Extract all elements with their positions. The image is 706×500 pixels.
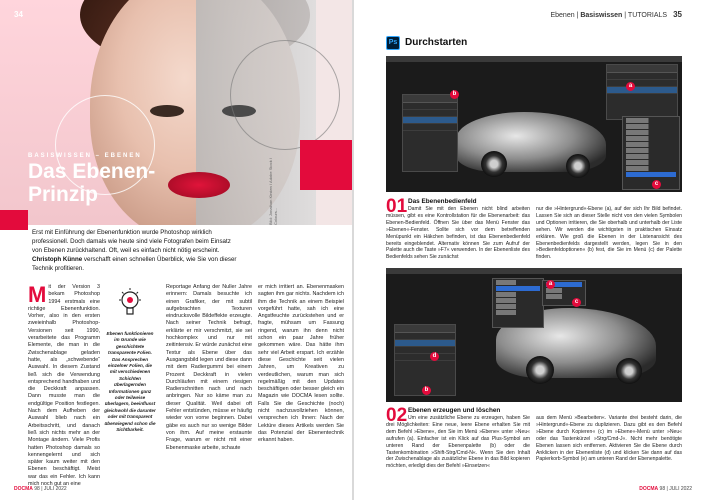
footer: DOCMA 98 | JULI 2022 (639, 486, 692, 492)
sidebar-note: Ebenen funktionieren im Grunde wie geschichtete transparente Folien. Das Ansprechen einzelner Folien, die mit verschiedenen Schichten überlagernden Informationen ganz oder teilweise überlagern, beeinflusst gleichwohl die darunter oder mit transparent überwiegend schon die Sichtbarkeit. (104, 288, 156, 434)
accent-block (0, 210, 28, 230)
photo-credit: Bild: Jonathan Kirsten / Adobe Stock / Colours... (268, 158, 278, 225)
callout-badge: a (546, 280, 555, 289)
step-text: aus dem Menü »Bearbeiten«. Variante drei besteht darin, die »Hintergrund«-Ebene zu duplizieren. Dazu gibt es den Befehl »Ebene durch Kopieren« (c) im »Ebene«-Menü unter »Neu« oder das Tastenkürzel »Strg/Cmd-J«. Nicht mehr benötigte Ebenen lassen sich entfernen. Aktivieren Sie die Ebene durch Anklicken in der Ebenenliste (d) und klicken Sie dann auf das Papierkorb-Symbol (e) am unteren Rand der Ebenenpalette. (536, 415, 682, 463)
right-page (354, 0, 706, 500)
footer: DOCMA 98 | JULI 2022 (14, 486, 67, 492)
photoshop-logo-icon: Ps (386, 36, 400, 50)
callout-badge: a (626, 82, 635, 91)
drop-cap: M (28, 282, 47, 307)
lightbulb-icon (117, 288, 143, 322)
step-text: Um eine zusätzliche Ebene zu erzeugen, haben Sie drei Möglichkeiten: Eine neue, leere Ebene erhalten Sie mit dem Befehl »Ebene«, den Sie im Menü »Ebene« unter »Neu« aufrufen (a). Einfacher ist ein Klick auf das Plus-Symbol am unteren Rand der Ebenenpalette (b) oder die Tastenkombination »Shift-Strg/Cmd-N«. Wenn Sie den Inhalt der Zwischenablage als zusätzliche Ebene in das Bild kopieren möchten, erledigt dies der Befehl »Einsetzen« (386, 415, 530, 470)
step-heading: Das Ebenenbedienfeld (408, 198, 477, 205)
step-text: nur die »Hintergrund«-Ebene (a), auf der sich Ihr Bild befindet. Lassen Sie sich an dieser Stelle nicht von den vielen Symbolen und Optionen irritieren, die Sie oberhalb und unterhalb der Liste sehen. Wir werden die wichtigsten in praktischen Einsatz erklären. Wie groß die Ebenen in der Listenansicht des Ebenenbedienfelds dargestellt werden, legen Sie in den »Bedienfeldoptionen« (b) fest, die Sie im Menü (c) der Palette finden. (536, 206, 682, 261)
section-title: Durchstarten (405, 37, 468, 48)
article-title: Das Ebenen- Prinzip (28, 160, 156, 206)
step-text: Damit Sie mit den Ebenen nicht blind arbeiten müssen, gibt es eine Kontrollstation für die Ebenenarbeit: das Ebenen-Bedienfeld. Öffnen Sie über das Menü Fenster das »Ebenen«-Fenster. Sollte sich vor dem betreffenden Menüpunkt ein Häkchen befinden, ist das Ebenenbedienfeld bereits eingeblendet. Alternativ können Sie zum Aufruf der Palette auch die Taste »F7« verwenden. In der Ebenenliste des Bedienfelds sehen Sie zunächst (386, 206, 530, 261)
callout-badge: b (422, 386, 431, 395)
step-number: 02 (386, 405, 408, 426)
screenshot-new-layer-menu (386, 268, 682, 402)
callout-badge: d (430, 352, 439, 361)
callout-badge: b (450, 90, 459, 99)
lead-paragraph: Erst mit Einführung der Ebenenfunktion wurde Photoshop wirklich professionell. Doch damals wie heute sind viele Fotografen beim Einsatz von Ebenen zurückhaltend. Oft, weil es einfach nicht nötig erscheint. Christoph Künne verschafft einen schnellen Überblick, wie Sie von dieser Technik profitieren. (28, 225, 243, 276)
body-column-1: Mit der Version 3 bekam Photoshop 1994 erstmals eine richtige Ebenenfunktion. Vorher, also in den ersten zweieinhalb Photoshop-Versionen seit 1990, verarbeitete das Programm Elemente, die man in die Zwischenablage geladen hatte, als „schwebende“ Auswahl. In diesem Zustand ließ sich die Verwendung entsprechend handhaben und die Deckkraft anpassen. Dann musste man die endgültige Position festlegen. Nach dem Aufheben der Auswahl blieb nach ein Arbeitsschritt, und danach ließ sich nichts mehr an der Montage ändern. Viele Profis hatten Photoshop damals so kennengelernt und sich später kaum weiter mit den Ebenen beschäftigt. Meist war das ein Fehler. Ich kann mich noch gut an eine (28, 282, 100, 488)
kicker: BASISWISSEN – EBENEN (28, 153, 142, 159)
running-header: Ebenen | Basiswissen | TUTORIALS 35 (550, 10, 682, 19)
step-heading: Ebenen erzeugen und löschen (408, 407, 501, 414)
screenshot-layers-panel (386, 56, 682, 192)
callout-badge: c (652, 180, 661, 189)
step-number: 01 (386, 196, 408, 217)
callout-badge: c (572, 298, 581, 307)
body-column-3: Reportage Anfang der Nuller Jahre erinnern: Damals besuchte ich einen Grafiker, der mit subtil aufgebrachten Texturen eindrucksvolle Bildeffekte erzeugte. Nach seiner Technik befragt, erklärte er mir verschmitzt, sie sei hochkomplex und nur mit zeitintensiv. Er würde zunächst eine Textur als Ebene über das Ausgangsbild legen und diese dann mit dem Radiergummi bei einem Prozent Deckkraft in vielen Durchläufen mit einem riesigen Radierschnitten nach und nach anbringen. Nur so käme man zu dieser Qualität. Weil dabei oft Fehler entstünden, müsse er häufig wieder von vorne beginnen. Dabei gäbe es auch nur so wenige Bilder von ihm. Auf meine erstaunte Frage, warum er nicht mit einer Ebenenmaske arbeite, schaute (166, 284, 252, 451)
left-page (0, 0, 352, 500)
page-number: 34 (14, 10, 23, 19)
body-column-4: er mich irritiert an. Ebenenmasken sagten ihm gar nichts. Nachdem ich ihm die Technik an einem Beispiel vorgeführt hatte, sah ich eine Angstfeuchte zurückstehen und er fragte, mühsam um Fassung ringend, warum ihn denn nicht schon ein paar Jahre früher gekommen wäre. Das hätte ihm sehr viel Arbeit erspart. Ich erzähle diese Geschichte seit vielen Jahren, um Kreativen zu verdeutlichen, warum man sich regelmäßig mit den Updates beschäftigen oder besser gleich ein Magazin wie DOCMA lesen sollte. Falls Sie die Geschichte (noch) nicht nachzuvollziehen können, versprechen ich Ihnen: Nach der Lektüre dieses Artikels werden Sie das Potenzial der Ebenentechnik erkannt haben. (258, 284, 344, 444)
